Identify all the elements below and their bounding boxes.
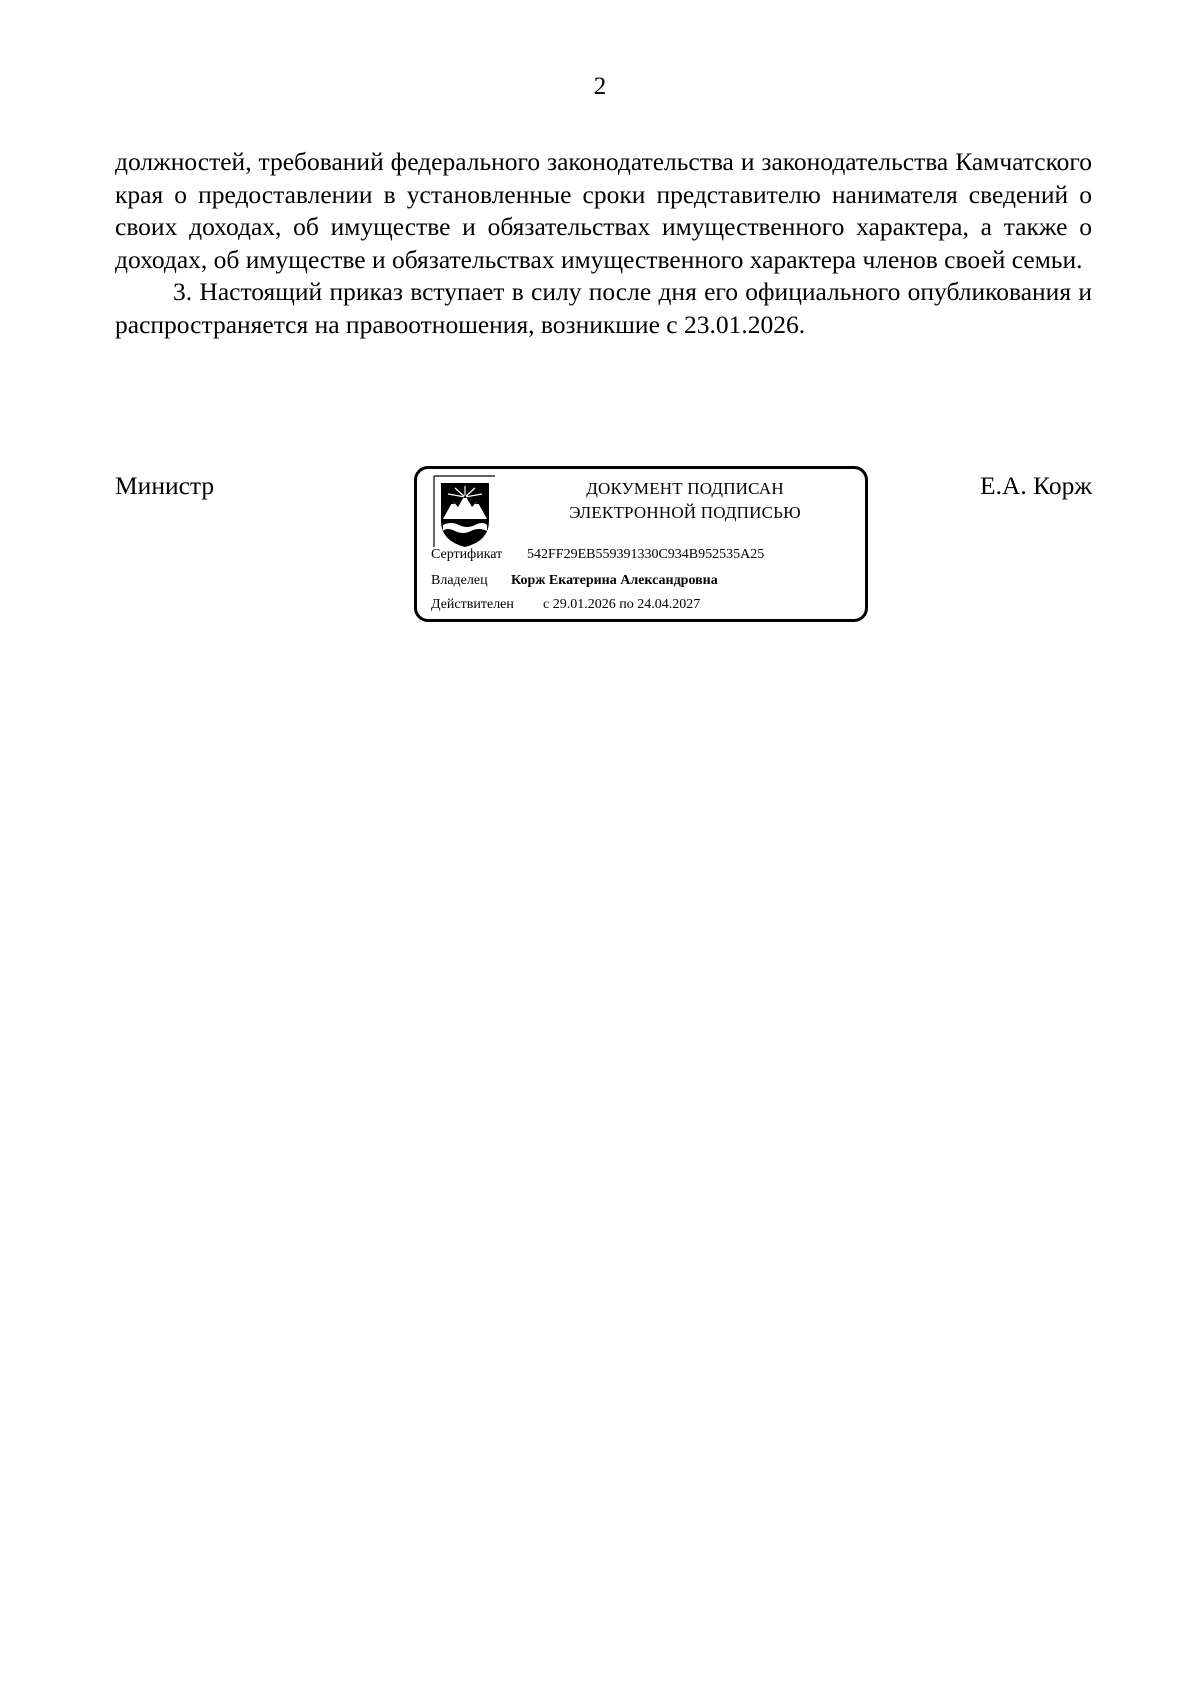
valid-to-prefix: по: [619, 597, 634, 612]
electronic-signature-stamp: [414, 466, 868, 622]
page-number: 2: [593, 73, 607, 100]
document-body: [115, 146, 1092, 342]
signatory-title: Министр: [115, 471, 215, 500]
owner-label: Владелец: [431, 573, 488, 588]
stamp-certificate-row: [431, 546, 764, 564]
owner-value: Корж Екатерина Александровна: [511, 573, 718, 588]
paragraph-continuation: должностей, требований федерального законодательства и законодательства Камчатского края о предоставлении в установленные сроки представителю нанимателя сведений о своих доходах, об имуществе и обязательствах имущественного характера, а также о доходах, об имуществе и обязательствах имущественного характера членов своей семьи.: [115, 147, 1092, 274]
stamp-validity-row: [431, 596, 700, 614]
kamchatka-coat-of-arms-icon: [433, 475, 497, 549]
valid-label: Действителен: [431, 597, 514, 612]
valid-from-date: 29.01.2026: [552, 597, 616, 612]
stamp-header-line1: ДОКУМЕНТ ПОДПИСАН: [586, 479, 784, 498]
signatory-name: Е.А. Корж: [980, 471, 1092, 500]
valid-to-date: 24.04.2027: [637, 597, 701, 612]
stamp-header: [535, 477, 835, 525]
certificate-label: Сертификат: [431, 547, 503, 562]
stamp-header-line2: ЭЛЕКТРОННОЙ ПОДПИСЬЮ: [569, 503, 801, 522]
paragraph-item-3: 3. Настоящий приказ вступает в силу после дня его официального опубликования и распространяется на правоотношения, возникшие с 23.01.2026.: [115, 277, 1092, 339]
certificate-value: 542FF29EB559391330C934B952535A25: [527, 547, 765, 562]
stamp-owner-row: [431, 572, 718, 590]
valid-from-prefix: с: [543, 597, 550, 612]
